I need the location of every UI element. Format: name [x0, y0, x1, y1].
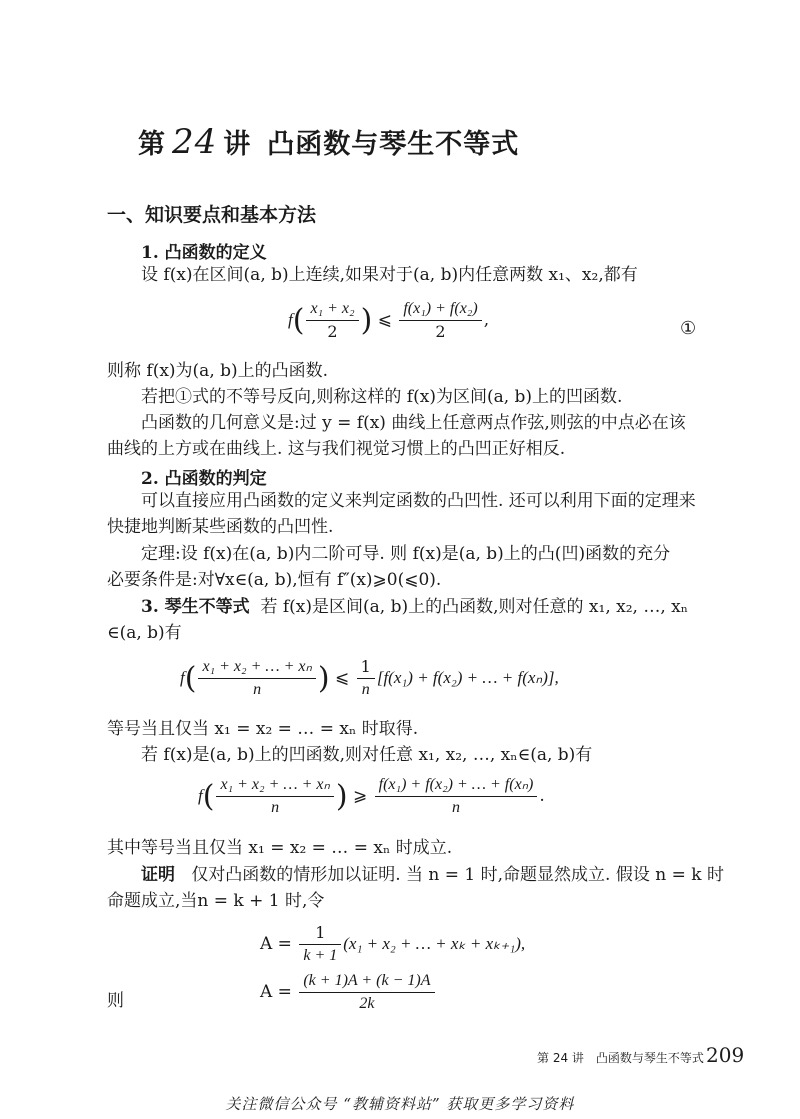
paragraph-8: 等号当且仅当 x₁ = x₂ = … = xₙ 时取得.	[107, 719, 419, 739]
paragraph-3: 若把①式的不等号反向,则称这样的 f(x)为区间(a, b)上的凹函数.	[141, 387, 623, 407]
chapter-title-text: 凸函数与琴生不等式	[267, 129, 520, 160]
eq2-rel: ⩽	[335, 668, 350, 688]
eq2-lhs-num: x₁ + x₂ + … + xₙ	[198, 656, 315, 679]
paragraph-1: 设 f(x)在区间(a, b)上连续,如果对于(a, b)内任意两数 x₁、x₂,都有	[141, 265, 638, 285]
proof-label: 证明	[141, 865, 175, 885]
eq2-rhs: [f(x₁) + f(x₂) + … + f(xₙ)],	[376, 668, 559, 687]
eq3-lhs-num: x₁ + x₂ + … + xₙ	[216, 774, 333, 797]
running-footer: 第 24 讲 凸函数与琴生不等式	[537, 1051, 704, 1065]
paragraph-11a	[141, 862, 724, 888]
page-number: 209	[706, 1043, 745, 1067]
eq4-coef-den: k + 1	[303, 947, 338, 964]
chapter-prefix: 第	[138, 129, 166, 160]
paragraph-11a-text: 仅对凸函数的情形加以证明. 当 n = 1 时,命题显然成立. 假设 n = k 时	[191, 865, 724, 885]
equation-4	[260, 922, 525, 967]
eq5-lhs: A =	[260, 982, 292, 1002]
paragraph-11b: 命题成立,当n = k + 1 时,令	[107, 891, 325, 911]
equation-3: f( $\frac{\text{x₁ + x₂ + … + xₙ}}{n}$ ) ⩾ $\frac{\text{f(x₁) + f(x₂) + … + f(xₙ)}}{n}$ .	[198, 774, 545, 819]
eq1-tail: ,	[483, 310, 490, 330]
subsection-heading-3: 3. 琴生不等式	[141, 597, 250, 617]
eq3-tail: .	[539, 786, 545, 806]
chapter-suffix: 讲	[223, 129, 252, 160]
paragraph-6a: 定理:设 f(x)在(a, b)内二阶可导. 则 f(x)是(a, b)上的凸(凹)函数的充分	[141, 544, 671, 564]
eq5-num: (k + 1)A + (k − 1)A	[299, 970, 434, 993]
watermark-text: 关注微信公众号 “教辅资料站” 获取更多学习资料	[225, 1095, 575, 1113]
chapter-title	[138, 122, 519, 162]
eq5-den: 2k	[359, 995, 375, 1012]
paragraph-4b: 曲线的上方或在曲线上. 这与我们视觉习惯上的凸凹正好相反.	[107, 439, 566, 459]
paragraph-5a: 可以直接应用凸函数的定义来判定函数的凸凹性. 还可以利用下面的定理来	[141, 491, 696, 511]
eq2-f: f	[180, 668, 185, 687]
eq4-lhs: A =	[260, 934, 292, 954]
equation-1: f( $\frac{\text{x₁ + x₂}}{2}$ ) ⩽ $\frac{\text{f(x₁) + f(x₂)}}{2}$ ,	[288, 300, 490, 341]
paragraph-7b: ∈(a, b)有	[107, 623, 182, 643]
eq3-rel: ⩾	[353, 786, 368, 806]
paragraph-9: 若 f(x)是(a, b)上的凹函数,则对任意 x₁, x₂, …, xₙ∈(a, b)有	[141, 745, 593, 765]
eq3-rhs-num: f(x₁) + f(x₂) + … + f(xₙ)	[375, 774, 538, 797]
paragraph-2: 则称 f(x)为(a, b)上的凸函数.	[107, 361, 329, 381]
paragraph-10: 其中等号当且仅当 x₁ = x₂ = … = xₙ 时成立.	[107, 838, 453, 858]
eq1-lhs-den: 2	[327, 322, 338, 341]
eq3-lhs-den: n	[271, 799, 280, 816]
eq1-lhs-num: x₁ + x₂	[306, 298, 358, 321]
subsection-heading-1: 1. 凸函数的定义	[141, 243, 267, 263]
eq4-rhs: (x₁ + x₂ + … + xₖ + xₖ₊₁),	[343, 934, 526, 953]
chapter-number: 24	[172, 122, 218, 162]
then-label: 则	[107, 991, 124, 1011]
paragraph-7a-text: 若 f(x)是区间(a, b)上的凸函数,则对任意的 x₁, x₂, …, xₙ	[260, 597, 689, 617]
equation-number: ①	[680, 318, 697, 339]
paragraph-5b: 快捷地判断某些函数的凸凹性.	[107, 517, 334, 537]
eq1-f: f	[288, 310, 293, 329]
eq2-coef-num: 1	[357, 656, 375, 679]
eq3-f: f	[198, 786, 203, 805]
equation-5	[260, 970, 437, 1015]
subsection-heading-2: 2. 凸函数的判定	[141, 469, 267, 489]
equation-2: f( $\frac{\text{x₁ + x₂ + … + xₙ}}{n}$ ) ⩽ $\frac{1}{n}$ [f(x₁) + f(x₂) + … + f(xₙ)],	[180, 656, 559, 701]
eq4-coef-num: 1	[299, 922, 341, 945]
eq1-rhs-den: 2	[435, 322, 446, 341]
eq1-rhs-num: f(x₁) + f(x₂)	[399, 298, 481, 321]
paragraph-4a: 凸函数的几何意义是:过 y = f(x) 曲线上任意两点作弦,则弦的中点必在该	[141, 413, 686, 433]
paragraph-7a	[141, 594, 688, 620]
eq2-coef-den: n	[361, 681, 370, 698]
eq3-rhs-den: n	[452, 799, 461, 816]
paragraph-6b: 必要条件是:对∀x∈(a, b),恒有 f″(x)⩾0(⩽0).	[107, 570, 442, 590]
eq2-lhs-den: n	[253, 681, 262, 698]
section-heading: 一、知识要点和基本方法	[107, 204, 317, 226]
eq1-rel: ⩽	[377, 310, 392, 330]
